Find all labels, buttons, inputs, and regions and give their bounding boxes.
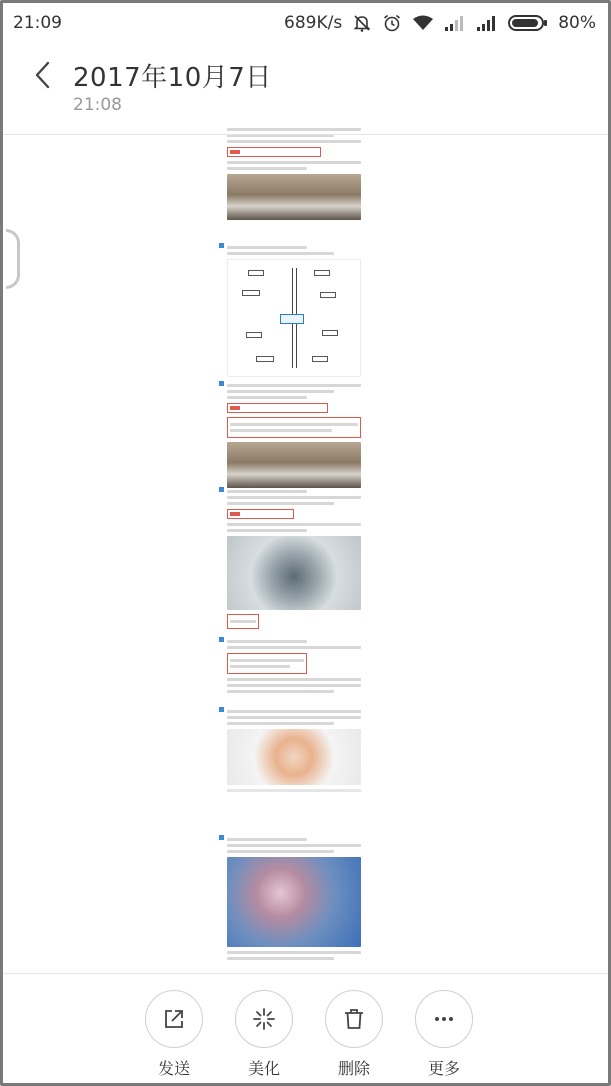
trash-icon [342,1007,366,1031]
beautify-button[interactable] [229,990,299,1079]
delete-button[interactable] [319,990,389,1079]
header [3,43,608,135]
battery-icon [508,14,548,32]
side-scroll-handle[interactable] [6,229,20,289]
send-label: 发送 [157,1059,190,1078]
more-button[interactable] [409,990,479,1079]
battery-level: 80% [558,13,596,33]
long-screenshot-preview[interactable] [215,25,403,975]
preview-section-4 [227,487,361,633]
status-time: 21:09 [13,13,62,33]
delete-label: 删除 [337,1059,370,1078]
preview-section-6 [227,707,361,795]
preview-section-2 [227,243,361,381]
preview-girl-image [227,729,361,785]
preview-gym-image [227,174,361,220]
page-subtitle-time: 21:08 [73,95,122,115]
signal-icon [476,14,498,32]
preview-section-3 [227,381,361,492]
send-button[interactable] [139,990,209,1079]
sparkle-icon [252,1007,276,1031]
preview-section-5 [227,637,361,696]
beautify-label: 美化 [247,1059,280,1078]
preview-washer-image [227,536,361,610]
more-label: 更多 [427,1059,460,1078]
alarm-icon [382,13,402,33]
chevron-left-icon [33,60,53,90]
share-icon [162,1007,186,1031]
bottom-toolbar [3,973,608,1086]
signal-icon [444,14,466,32]
preview-section-7 [227,835,361,963]
preview-tree-image [227,857,361,947]
page-title: 2017年10月7日 [73,63,272,93]
preview-mindmap-image [227,259,361,377]
wifi-icon [412,14,434,32]
network-speed: 689K/s [284,13,343,33]
bell-muted-icon [352,13,372,33]
more-icon [432,1007,456,1031]
back-button[interactable] [25,57,61,93]
preview-section-1 [227,125,361,224]
header-divider [3,134,608,135]
status-bar [3,3,608,43]
preview-red-heading [227,147,321,157]
